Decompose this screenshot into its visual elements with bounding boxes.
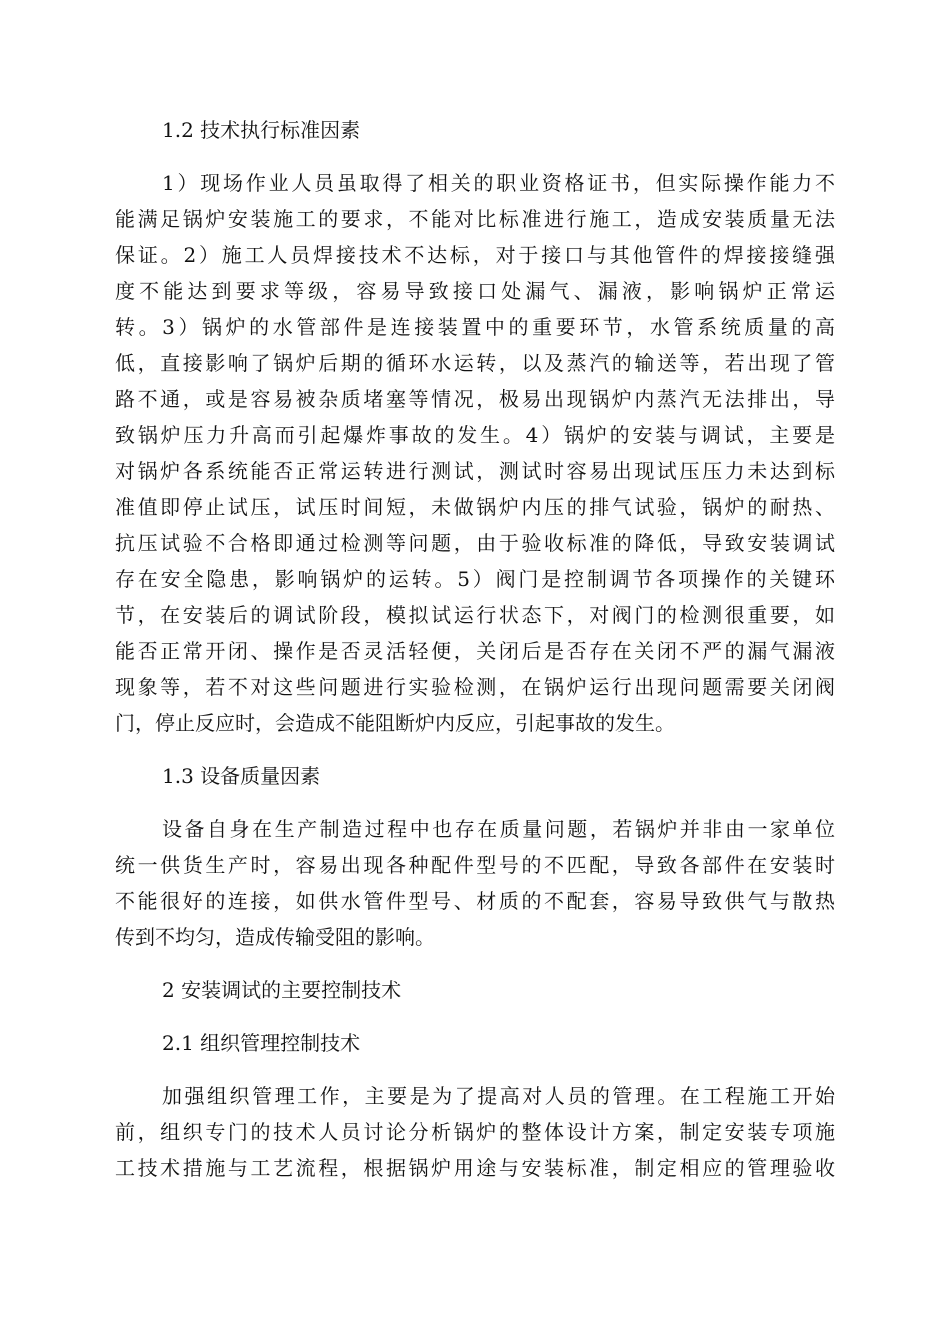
paragraph-equipment-quality xyxy=(115,811,835,955)
text-line: 1）现场作业人员虽取得了相关的职业资格证书，但实际操作能力不 xyxy=(162,171,835,195)
text-line: 传到不均匀，造成传输受阻的影响。 xyxy=(115,925,435,949)
section-heading-1-2: 1.2 技术执行标准因素 xyxy=(162,118,361,142)
section-heading-2-1: 2.1 组织管理控制技术 xyxy=(162,1031,361,1055)
text-line: 准值即停止试压，试压时间短，未做锅炉内压的排气试验，锅炉的耐热、 xyxy=(115,495,835,519)
text-line: 对锅炉各系统能否正常运转进行测试，测试时容易出现试压压力未达到标 xyxy=(115,459,835,483)
text-line: 加强组织管理工作，主要是为了提高对人员的管理。在工程施工开始 xyxy=(162,1084,835,1108)
text-line: 不能很好的连接，如供水管件型号、材质的不配套，容易导致供气与散热 xyxy=(115,889,835,913)
text-line: 路不通，或是容易被杂质堵塞等情况，极易出现锅炉内蒸汽无法排出，导 xyxy=(115,387,835,411)
text-line: 抗压试验不合格即通过检测等问题，由于验收标准的降低，导致安装调试 xyxy=(115,531,835,555)
text-line: 保证。2）施工人员焊接技术不达标，对于接口与其他管件的焊接接缝强 xyxy=(115,243,835,267)
text-line: 统一供货生产时，容易出现各种配件型号的不匹配，导致各部件在安装时 xyxy=(115,853,835,877)
text-line: 设备自身在生产制造过程中也存在质量问题，若锅炉并非由一家单位 xyxy=(162,817,835,841)
text-line: 转。3）锅炉的水管部件是连接装置中的重要环节，水管系统质量的高 xyxy=(115,315,835,339)
text-line: 低，直接影响了锅炉后期的循环水运转，以及蒸汽的输送等，若出现了管 xyxy=(115,351,835,375)
text-line: 工技术措施与工艺流程，根据锅炉用途与安装标准，制定相应的管理验收 xyxy=(115,1156,835,1180)
text-line: 门，停止反应时，会造成不能阻断炉内反应，引起事故的发生。 xyxy=(115,711,675,735)
text-line: 度不能达到要求等级，容易导致接口处漏气、漏液，影响锅炉正常运 xyxy=(115,279,835,303)
text-line: 现象等，若不对这些问题进行实验检测，在锅炉运行出现问题需要关闭阀 xyxy=(115,675,835,699)
document-page xyxy=(115,112,835,1186)
text-line: 能满足锅炉安装施工的要求，不能对比标准进行施工，造成安装质量无法 xyxy=(115,207,835,231)
text-line: 能否正常开闭、操作是否灵活轻便，关闭后是否存在关闭不严的漏气漏液 xyxy=(115,639,835,663)
paragraph-technical-standards xyxy=(115,165,835,741)
section-heading-2: 2 安装调试的主要控制技术 xyxy=(162,978,402,1002)
text-line: 前，组织专门的技术人员讨论分析锅炉的整体设计方案，制定安装专项施 xyxy=(115,1120,835,1144)
text-line: 致锅炉压力升高而引起爆炸事故的发生。4）锅炉的安装与调试，主要是 xyxy=(115,423,835,447)
text-line: 节，在安装后的调试阶段，模拟试运行状态下，对阀门的检测很重要，如 xyxy=(115,603,835,627)
section-heading-1-3: 1.3 设备质量因素 xyxy=(162,764,321,788)
text-line: 存在安全隐患，影响锅炉的运转。5）阀门是控制调节各项操作的关键环 xyxy=(115,567,835,591)
paragraph-organization-management xyxy=(115,1078,835,1186)
